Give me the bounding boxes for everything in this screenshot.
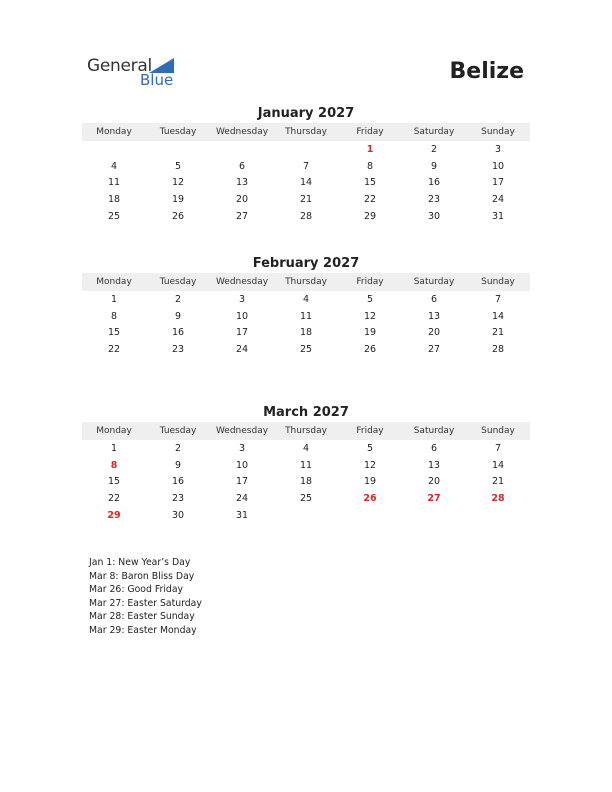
day-cell: 18 bbox=[107, 193, 121, 205]
month-title: January 2027 bbox=[257, 106, 355, 121]
week-row bbox=[82, 158, 530, 175]
day-cell: 30 bbox=[171, 509, 185, 521]
generalblue-logo bbox=[87, 56, 187, 92]
day-cell: 15 bbox=[363, 177, 377, 189]
day-cell: 11 bbox=[299, 310, 313, 322]
day-cell: 1 bbox=[110, 442, 118, 454]
day-cell: 26 bbox=[171, 210, 185, 222]
day-cell: 26 bbox=[363, 492, 377, 504]
weekday-label: Friday bbox=[356, 277, 384, 287]
day-cell: 26 bbox=[363, 343, 377, 355]
day-cell: 2 bbox=[174, 442, 182, 454]
day-cell: 13 bbox=[427, 310, 441, 322]
day-cell: 25 bbox=[299, 343, 313, 355]
day-cell: 8 bbox=[110, 459, 118, 471]
day-cell: 31 bbox=[491, 210, 505, 222]
weekday-label: Saturday bbox=[413, 127, 455, 137]
day-cell: 21 bbox=[299, 193, 313, 205]
weekday-header-row bbox=[82, 422, 530, 440]
day-cell: 4 bbox=[302, 293, 310, 305]
day-cell: 10 bbox=[235, 310, 249, 322]
day-cell: 5 bbox=[174, 160, 182, 172]
day-cell: 6 bbox=[430, 293, 438, 305]
day-cell: 10 bbox=[491, 160, 505, 172]
day-cell: 25 bbox=[299, 492, 313, 504]
logo-text-general: General bbox=[87, 56, 152, 76]
week-row bbox=[82, 341, 530, 358]
day-cell: 16 bbox=[427, 177, 441, 189]
day-cell: 25 bbox=[107, 210, 121, 222]
day-cell: 19 bbox=[171, 193, 185, 205]
weekday-label: Tuesday bbox=[159, 426, 197, 436]
day-cell: 14 bbox=[491, 310, 505, 322]
weekday-label: Thursday bbox=[285, 277, 327, 287]
day-cell: 9 bbox=[174, 459, 182, 471]
weekday-label: Monday bbox=[96, 277, 132, 287]
weekday-label: Saturday bbox=[413, 426, 455, 436]
day-cell: 22 bbox=[107, 492, 121, 504]
week-row bbox=[82, 291, 530, 308]
day-cell: 9 bbox=[430, 160, 438, 172]
day-cell: 6 bbox=[238, 160, 246, 172]
day-cell: 6 bbox=[430, 442, 438, 454]
weekday-header-row bbox=[82, 123, 530, 141]
month-title: February 2027 bbox=[252, 256, 360, 271]
day-cell: 20 bbox=[235, 193, 249, 205]
day-cell: 29 bbox=[363, 210, 377, 222]
day-cell: 3 bbox=[238, 442, 246, 454]
day-cell: 2 bbox=[174, 293, 182, 305]
weekday-label: Monday bbox=[96, 127, 132, 137]
holiday-note: Mar 29: Easter Monday bbox=[89, 624, 197, 636]
weekday-label: Wednesday bbox=[215, 426, 269, 436]
month-title: March 2027 bbox=[263, 405, 349, 420]
weekday-label: Wednesday bbox=[215, 277, 269, 287]
day-cell: 27 bbox=[427, 343, 441, 355]
day-cell: 7 bbox=[494, 293, 502, 305]
week-row bbox=[82, 490, 530, 507]
holiday-list bbox=[89, 556, 202, 637]
day-cell: 27 bbox=[427, 492, 441, 504]
day-cell: 5 bbox=[366, 442, 374, 454]
day-cell: 3 bbox=[494, 143, 502, 155]
day-cell: 2 bbox=[430, 143, 438, 155]
logo-text-blue: Blue bbox=[140, 71, 174, 89]
day-cell: 10 bbox=[235, 459, 249, 471]
week-row bbox=[82, 457, 530, 474]
week-row bbox=[82, 440, 530, 457]
day-cell: 11 bbox=[107, 177, 121, 189]
day-cell: 4 bbox=[110, 160, 118, 172]
day-cell: 23 bbox=[427, 193, 441, 205]
day-cell: 24 bbox=[491, 193, 505, 205]
day-cell: 28 bbox=[299, 210, 313, 222]
weekday-label: Sunday bbox=[481, 426, 515, 436]
day-cell: 1 bbox=[366, 143, 374, 155]
day-cell: 20 bbox=[427, 476, 441, 488]
day-cell: 13 bbox=[235, 177, 249, 189]
day-cell: 18 bbox=[299, 476, 313, 488]
week-row bbox=[82, 208, 530, 225]
week-row bbox=[82, 174, 530, 191]
day-cell: 18 bbox=[299, 327, 313, 339]
week-row bbox=[82, 308, 530, 325]
day-cell: 16 bbox=[171, 476, 185, 488]
month-february bbox=[82, 256, 530, 358]
day-cell: 12 bbox=[363, 459, 377, 471]
day-cell: 21 bbox=[491, 327, 505, 339]
day-cell: 22 bbox=[107, 343, 121, 355]
weekday-label: Thursday bbox=[285, 127, 327, 137]
day-cell: 12 bbox=[363, 310, 377, 322]
day-cell: 29 bbox=[107, 509, 121, 521]
day-cell: 23 bbox=[171, 492, 185, 504]
month-march bbox=[82, 405, 530, 523]
day-cell: 17 bbox=[491, 177, 505, 189]
week-row bbox=[82, 473, 530, 490]
day-cell: 3 bbox=[238, 293, 246, 305]
day-cell: 7 bbox=[302, 160, 310, 172]
week-row bbox=[82, 141, 530, 158]
holiday-note: Jan 1: New Year’s Day bbox=[89, 557, 191, 568]
weekday-label: Sunday bbox=[481, 277, 515, 287]
day-cell: 19 bbox=[363, 327, 377, 339]
day-cell: 9 bbox=[174, 310, 182, 322]
weekday-label: Monday bbox=[96, 426, 132, 436]
day-cell: 22 bbox=[363, 193, 377, 205]
day-cell: 30 bbox=[427, 210, 441, 222]
weekday-label: Sunday bbox=[481, 127, 515, 137]
weekday-label: Saturday bbox=[413, 277, 455, 287]
weekday-label: Wednesday bbox=[215, 127, 269, 137]
day-cell: 14 bbox=[491, 459, 505, 471]
day-cell: 17 bbox=[235, 476, 249, 488]
day-cell: 27 bbox=[235, 210, 249, 222]
weekday-label: Friday bbox=[356, 426, 384, 436]
holiday-note: Mar 26: Good Friday bbox=[89, 584, 184, 595]
country-title: Belize bbox=[449, 59, 524, 84]
day-cell: 1 bbox=[110, 293, 118, 305]
day-cell: 15 bbox=[107, 476, 121, 488]
day-cell: 28 bbox=[491, 492, 505, 504]
day-cell: 31 bbox=[235, 509, 249, 521]
day-cell: 15 bbox=[107, 327, 121, 339]
day-cell: 24 bbox=[235, 492, 249, 504]
weekday-label: Friday bbox=[356, 127, 384, 137]
holiday-note: Mar 28: Easter Sunday bbox=[89, 611, 195, 622]
day-cell: 23 bbox=[171, 343, 185, 355]
month-january bbox=[82, 106, 530, 224]
week-row bbox=[82, 191, 530, 208]
weekday-header-row bbox=[82, 273, 530, 291]
weekday-label: Tuesday bbox=[159, 277, 197, 287]
day-cell: 16 bbox=[171, 327, 185, 339]
day-cell: 21 bbox=[491, 476, 505, 488]
holiday-note: Mar 27: Easter Saturday bbox=[89, 597, 202, 609]
week-row bbox=[82, 324, 530, 341]
day-cell: 8 bbox=[366, 160, 374, 172]
day-cell: 17 bbox=[235, 327, 249, 339]
day-cell: 7 bbox=[494, 442, 502, 454]
weekday-label: Thursday bbox=[285, 426, 327, 436]
week-row bbox=[82, 507, 530, 524]
day-cell: 13 bbox=[427, 459, 441, 471]
day-cell: 4 bbox=[302, 442, 310, 454]
day-cell: 24 bbox=[235, 343, 249, 355]
day-cell: 20 bbox=[427, 327, 441, 339]
day-cell: 5 bbox=[366, 293, 374, 305]
day-cell: 11 bbox=[299, 459, 313, 471]
day-cell: 14 bbox=[299, 177, 313, 189]
day-cell: 12 bbox=[171, 177, 185, 189]
weekday-label: Tuesday bbox=[159, 127, 197, 137]
day-cell: 8 bbox=[110, 310, 118, 322]
holiday-note: Mar 8: Baron Bliss Day bbox=[89, 570, 195, 582]
day-cell: 19 bbox=[363, 476, 377, 488]
day-cell: 28 bbox=[491, 343, 505, 355]
